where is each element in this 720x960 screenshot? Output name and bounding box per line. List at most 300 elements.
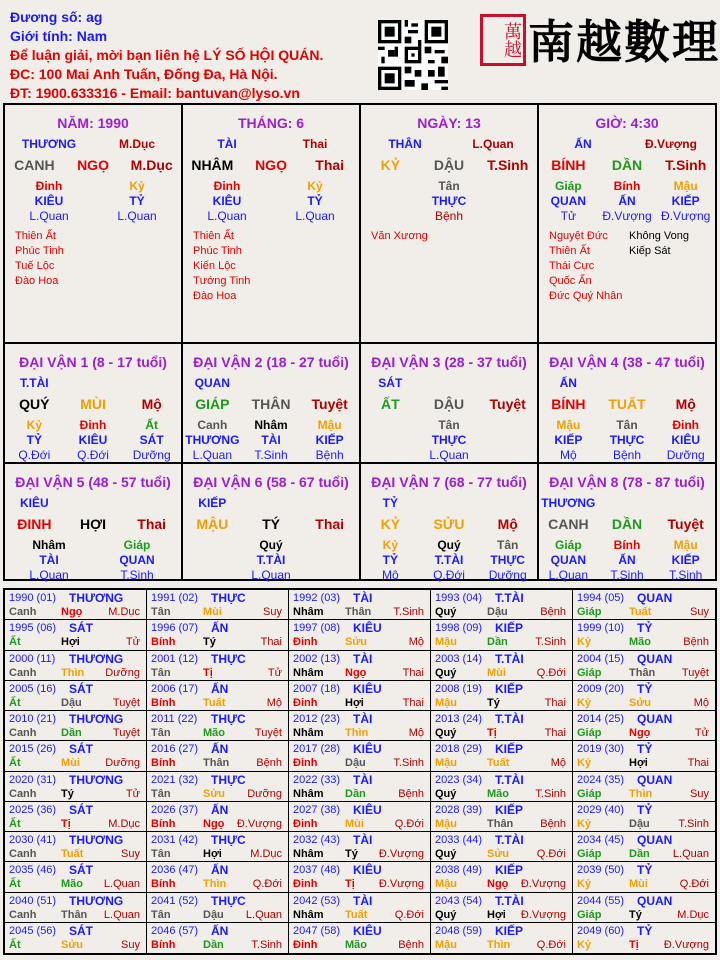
annual-ten-god: TỶ (637, 802, 653, 817)
annual-year: 2002 (13) (293, 652, 341, 665)
luck-life-stage-row-item: L.Quan (429, 448, 469, 462)
annual-life-stage: Mộ (408, 727, 424, 739)
annual-year: 2046 (57) (151, 924, 199, 937)
annual-stem: Bính (151, 696, 176, 709)
annual-cell (573, 802, 715, 832)
annual-life-stage: Tử (125, 636, 140, 649)
annual-branch: Tuất (487, 757, 510, 770)
pillar-life-stage-row-item: Tử (560, 209, 577, 223)
luck-hidden-stems-row (539, 538, 715, 552)
annual-branch: Tý (345, 848, 358, 860)
annual-year: 2004 (15) (577, 652, 625, 665)
annual-ten-god: KIẾP (495, 742, 524, 757)
annual-stem: Nhâm (293, 727, 324, 739)
luck-hidden-gods-row (539, 433, 715, 447)
annual-stem: Ất (9, 757, 21, 770)
annual-cell (573, 832, 715, 862)
annual-life-stage: Suy (690, 787, 709, 800)
annual-life-stage: Bệnh (256, 757, 282, 770)
annual-ten-god: SÁT (69, 923, 93, 938)
annual-ten-god: TỶ (637, 681, 653, 696)
pillar-life-stage-row (5, 209, 181, 223)
header-line-gender: Giới tính: Nam (10, 28, 108, 44)
annual-year: 1990 (01) (9, 592, 57, 604)
luck-life-stage-row-item: T.Sinh (254, 448, 288, 462)
pillar-stem-branch-row-item: DẬU (433, 157, 465, 173)
annual-ten-god: QUAN (637, 591, 673, 605)
annual-year: 1992 (03) (293, 592, 341, 604)
annual-year: 2038 (49) (435, 864, 483, 877)
luck-life-stage-row-item: Q.Đới (77, 448, 109, 462)
annual-life-stage: Dưỡng (105, 757, 140, 770)
annual-stem: Canh (9, 848, 37, 860)
annual-life-stage: Tử (694, 727, 709, 739)
annual-life-stage: T.Sinh (535, 787, 566, 800)
luck-stem-branch-row-item: GIÁP (195, 396, 230, 412)
annual-year: 2013 (24) (435, 713, 483, 725)
annual-life-stage: Mộ (693, 696, 709, 709)
annual-stem: Canh (9, 727, 37, 739)
annual-branch: Ngọ (629, 727, 651, 739)
annual-branch: Dần (629, 848, 650, 860)
pillar-ten-god-row-item: M.Dục (119, 137, 155, 151)
annual-branch: Thìn (203, 878, 227, 891)
annual-life-stage: Bệnh (398, 938, 424, 951)
annual-year: 2039 (50) (577, 864, 625, 877)
pillar-hidden-stems-row (539, 179, 715, 193)
annual-branch: Mùi (61, 757, 80, 770)
luck-hidden-gods-row-item: THƯƠNG (185, 433, 240, 447)
luck-stem-branch-row-item: DẬU (433, 396, 465, 412)
red-seal-stamp: 萬越 (480, 14, 526, 66)
annual-cell (147, 862, 289, 892)
annual-cell (147, 711, 289, 741)
annual-cell (573, 923, 715, 953)
luck-hidden-stems-row (539, 418, 715, 432)
annual-ten-god: THƯƠNG (69, 893, 124, 908)
pillar-stem-branch-row-item: NHÂM (191, 157, 234, 173)
luck-period-title: ĐẠI VẬN 2 (18 - 27 tuổi) (193, 354, 349, 370)
annual-cell (5, 651, 147, 681)
pillar-ten-god-row (361, 137, 537, 151)
annual-life-stage: Thai (402, 696, 424, 709)
annual-year: 2014 (25) (577, 713, 625, 725)
annual-branch: Tý (629, 908, 642, 921)
annual-ten-god: SÁT (69, 742, 93, 757)
annual-stem: Quý (435, 848, 457, 860)
annual-cell (289, 862, 431, 892)
star-name: Nguyệt Đức (549, 230, 608, 242)
pillar-ten-god-row (5, 137, 181, 151)
luck-hidden-stems-row-item: Kỷ (382, 538, 398, 552)
luck-stem-branch-row-item: MẬU (196, 516, 229, 532)
annual-year: 2006 (17) (151, 682, 199, 695)
annual-branch: Tý (61, 787, 74, 800)
pillar-hidden-gods-row-item: TỶ (307, 194, 323, 208)
annual-branch: Dậu (629, 817, 650, 830)
luck-stem-branch-row (5, 516, 181, 532)
annual-ten-god: THỰC (211, 651, 246, 666)
luck-stem-branch-row-item: Tuyệt (489, 396, 526, 412)
annual-stem: Giáp (577, 848, 602, 860)
annual-year: 2029 (40) (577, 803, 625, 816)
pillar-hidden-stems-row-item: Tân (438, 179, 460, 193)
annual-branch: Thân (629, 666, 656, 679)
annual-ten-god: KIẾP (495, 802, 524, 817)
luck-hidden-stems-row-item: Mậu (317, 418, 342, 432)
annual-year: 2020 (31) (9, 773, 57, 786)
luck-hidden-gods-row-item: TÀI (39, 553, 59, 567)
annual-ten-god: KIẾP (495, 863, 524, 878)
star-name: Thiên Ất (193, 230, 234, 242)
luck-stem-branch-row-item: Thai (137, 516, 167, 532)
luck-hidden-stems-row-item: Ất (145, 418, 159, 432)
star-name: Tuế Lộc (15, 260, 55, 272)
luck-hidden-stems-row-item: Đinh (672, 418, 700, 432)
annual-ten-god: KIẾP (495, 681, 524, 696)
annual-life-stage: Suy (690, 606, 709, 618)
pillar-cell (183, 105, 361, 344)
luck-period-cell (361, 464, 539, 582)
star-name: Quốc Ấn (549, 275, 592, 287)
pillar-stem-branch-row (361, 157, 537, 173)
luck-hidden-stems-row-item: Tân (497, 538, 519, 552)
annual-ten-god: THỰC (211, 772, 246, 787)
pillar-life-stage-row (361, 209, 537, 223)
luck-hidden-stems-row-item: Mậu (673, 538, 698, 552)
pillar-hidden-gods-row-item: QUAN (550, 194, 586, 208)
annual-stem: Canh (9, 908, 37, 921)
annual-year: 2011 (22) (151, 713, 198, 725)
luck-ten-god-row (183, 376, 359, 390)
annual-stem: Mậu (435, 757, 457, 770)
annual-branch: Mùi (629, 878, 648, 891)
luck-hidden-gods-row (5, 553, 181, 567)
brand-logo (478, 10, 720, 74)
bazi-grid (3, 103, 717, 581)
pillar-hidden-stems-row (5, 179, 181, 193)
annual-branch: Dậu (61, 696, 82, 709)
annual-cell (147, 620, 289, 650)
pillar-stem-branch-row-item: T.Sinh (487, 157, 529, 173)
annual-cell (431, 772, 573, 802)
pillar-life-stage-row-item: L.Quan (29, 209, 69, 223)
pillar-hidden-gods-row (361, 194, 537, 208)
annual-ten-god: THƯƠNG (69, 712, 124, 726)
pillar-hidden-gods-row-item: TỶ (129, 194, 145, 208)
annual-stem: Bính (151, 878, 176, 891)
annual-branch: Hợi (61, 636, 80, 649)
annual-life-stage: Tuyệt (681, 666, 709, 679)
star-name: Thiên Ất (15, 230, 56, 242)
luck-life-stage-row-item: T.Sinh (120, 568, 154, 582)
annual-branch: Tý (487, 696, 500, 709)
pillar-ten-god-row-item: THƯƠNG (21, 137, 77, 151)
luck-hidden-gods-row-item: TỶ (382, 553, 398, 567)
luck-stem-branch-row-item: TUẤT (608, 396, 646, 412)
pillar-life-stage-row-item: Đ.Vượng (602, 209, 652, 223)
annual-year: 1996 (07) (151, 622, 199, 635)
annual-cell (289, 620, 431, 650)
annual-year: 1991 (02) (151, 592, 199, 604)
pillar-ten-god-row-item: L.Quan (472, 137, 514, 151)
annual-year: 1995 (06) (9, 622, 57, 635)
annual-stem: Quý (435, 606, 457, 618)
annual-year: 2023 (34) (435, 773, 483, 786)
annual-branch: Dần (487, 636, 508, 649)
annual-life-stage: Bệnh (398, 787, 424, 800)
annual-cell (289, 741, 431, 771)
annual-cell (573, 741, 715, 771)
annual-branch: Hợi (203, 848, 222, 860)
annual-branch: Thân (345, 606, 372, 618)
annual-ten-god: QUAN (637, 833, 673, 847)
annual-ten-god: TỶ (637, 742, 653, 757)
annual-cell (147, 651, 289, 681)
luck-period-title: ĐẠI VẬN 1 (8 - 17 tuổi) (19, 354, 167, 370)
annual-branch: Ngọ (203, 817, 225, 830)
annual-year: 2015 (26) (9, 743, 57, 756)
luck-hidden-stems-row (361, 418, 537, 432)
annual-ten-god: KIẾP (495, 923, 524, 938)
annual-cell (289, 832, 431, 862)
luck-stem-branch-row (183, 516, 359, 532)
luck-hidden-gods-row (183, 553, 359, 567)
annual-cell (431, 862, 573, 892)
annual-life-stage: L.Quan (672, 848, 709, 860)
annual-life-stage: Mộ (266, 696, 282, 709)
luck-stem-branch-row (5, 396, 181, 412)
pillar-stem-branch-row (539, 157, 715, 173)
annual-stem: Ất (9, 878, 21, 891)
annual-stem: Nhâm (293, 908, 324, 921)
annual-life-stage: Đ.Vượng (236, 817, 282, 830)
annual-ten-god: SÁT (69, 621, 93, 636)
luck-ten-god: ẤN (559, 376, 577, 390)
annual-cell (431, 681, 573, 711)
annual-branch: Tuất (629, 606, 652, 618)
annual-cell (573, 772, 715, 802)
annual-cell (5, 620, 147, 650)
annual-life-stage: Đ.Vượng (378, 848, 424, 860)
annual-stem: Canh (9, 666, 37, 679)
annual-branch: Sửu (203, 787, 226, 800)
annual-stem: Mậu (435, 817, 457, 830)
annual-year: 2040 (51) (9, 894, 57, 907)
pillar-stem-branch-row-item: KỶ (380, 157, 401, 173)
annual-life-stage: T.Sinh (535, 636, 566, 649)
annual-cell (431, 620, 573, 650)
luck-hidden-gods-row-item: KIẾP (671, 553, 700, 567)
annual-cell (147, 741, 289, 771)
pillar-stars (549, 229, 622, 304)
luck-hidden-gods-row (5, 433, 181, 447)
annual-life-stage: Q.Đới (252, 878, 282, 891)
luck-hidden-gods-row (361, 433, 537, 447)
annual-branch: Tuất (61, 848, 84, 860)
annual-ten-god: KIÊU (353, 681, 382, 696)
pillar-title: GIỜ: 4:30 (595, 115, 659, 131)
star-name: Đào Hoa (193, 290, 237, 302)
annual-stem: Kỷ (577, 817, 592, 830)
annual-branch: Tị (203, 666, 213, 679)
annual-year: 2049 (60) (577, 924, 625, 937)
annual-stem: Đinh (293, 938, 318, 951)
annual-year: 2047 (58) (293, 924, 341, 937)
luck-life-stage-row (539, 568, 715, 582)
annual-stem: Đinh (293, 636, 318, 649)
annual-life-stage: Bệnh (540, 606, 566, 618)
luck-ten-god-row (539, 496, 715, 510)
luck-hidden-stems-row (183, 538, 359, 552)
pillar-hidden-gods-row-item: ẤN (618, 194, 636, 208)
annual-stem: Tân (151, 666, 171, 679)
annual-cell (289, 802, 431, 832)
annual-life-stage: Thai (260, 636, 282, 649)
annual-stem: Kỷ (577, 757, 592, 770)
annual-year: 2027 (38) (293, 803, 341, 816)
luck-life-stage-row (539, 448, 715, 462)
annual-stem: Quý (435, 908, 457, 921)
annual-stem: Ất (9, 636, 21, 649)
qr-code-icon (378, 20, 448, 90)
header-line-contact: Để luận giải, mời bạn liên hệ LÝ SỐ HỘI QUÁN. (10, 47, 324, 63)
luck-ten-god: THƯƠNG (541, 496, 596, 510)
annual-year: 2008 (19) (435, 682, 483, 695)
annual-year: 2042 (53) (293, 894, 341, 907)
pillar-hidden-gods-row-item: KIÊU (34, 194, 64, 208)
annual-cell (147, 832, 289, 862)
annual-branch: Sửu (629, 696, 652, 709)
annual-ten-god: T.TÀI (495, 712, 524, 726)
annual-stem: Mậu (435, 636, 457, 649)
pillar-hidden-stems-row-item: Kỷ (129, 179, 145, 193)
luck-hidden-stems-row-item: Mậu (556, 418, 581, 432)
annual-branch: Dần (345, 787, 366, 800)
annual-cell (573, 711, 715, 741)
annual-branch: Thìn (345, 727, 369, 739)
annual-life-stage: T.Sinh (393, 757, 424, 770)
luck-hidden-gods-row-item: THỰC (431, 433, 467, 447)
annual-ten-god: THỰC (211, 893, 246, 908)
annual-cell (431, 802, 573, 832)
luck-ten-god: SÁT (378, 376, 403, 390)
luck-life-stage-row-item: L.Quan (548, 568, 589, 582)
luck-stem-branch-row (539, 396, 715, 412)
annual-branch: Mão (629, 636, 651, 649)
pillar-hidden-stems-row-item: Kỷ (307, 179, 323, 193)
luck-period-title: ĐẠI VẬN 4 (38 - 47 tuổi) (549, 354, 705, 370)
pillar-ten-god-row-item: Thai (302, 137, 328, 151)
annual-branch: Tị (487, 727, 497, 739)
annual-year: 2021 (32) (151, 773, 199, 786)
luck-stem-branch-row (539, 516, 715, 532)
annual-cell (431, 590, 573, 620)
annual-stem: Nhâm (293, 787, 324, 800)
annual-stem: Kỷ (577, 938, 592, 951)
annual-luck-table (3, 588, 717, 955)
annual-branch: Mão (345, 938, 367, 951)
annual-branch: Thìn (629, 787, 653, 800)
luck-period-cell (183, 344, 361, 464)
annual-branch: Tý (203, 636, 216, 649)
pillar-cell (361, 105, 539, 344)
annual-life-stage: Dưỡng (105, 666, 140, 679)
luck-life-stage-row-item: Mộ (560, 448, 577, 462)
header-line-name: Đương số: ag (10, 9, 103, 25)
annual-ten-god: ẤN (211, 742, 229, 757)
annual-ten-god: ẤN (211, 802, 229, 817)
annual-branch: Ngọ (345, 666, 367, 679)
annual-cell (5, 772, 147, 802)
annual-life-stage: Suy (263, 606, 282, 618)
luck-hidden-stems-row-item: Canh (197, 418, 228, 432)
pillar-hidden-stems-row-item: Đinh (35, 179, 63, 193)
annual-ten-god: KIÊU (353, 923, 382, 938)
annual-branch: Sửu (345, 636, 368, 649)
annual-branch: Mùi (487, 666, 506, 679)
luck-life-stage-row-item: Dưỡng (666, 448, 705, 462)
annual-ten-god: THƯƠNG (69, 651, 124, 666)
star-name: Thái Cực (549, 260, 595, 272)
annual-life-stage: Bệnh (540, 817, 566, 830)
annual-ten-god: ẤN (211, 863, 229, 878)
annual-stem: Giáp (577, 908, 602, 921)
annual-cell (431, 832, 573, 862)
annual-ten-god: QUAN (637, 651, 673, 666)
luck-hidden-stems-row-item: Tân (438, 418, 460, 432)
luck-hidden-stems-row (361, 538, 537, 552)
annual-life-stage: Thai (544, 727, 566, 739)
luck-ten-god: KIẾP (198, 496, 227, 510)
annual-year: 1999 (10) (577, 622, 625, 635)
pillar-stars (193, 229, 250, 304)
luck-hidden-gods-row-item: KIÊU (78, 433, 108, 447)
star-name: Phúc Tinh (193, 245, 242, 257)
annual-life-stage: Q.Đới (394, 908, 424, 921)
pillar-stars (371, 229, 428, 244)
pillar-title: NGÀY: 13 (417, 115, 481, 131)
header-line-phone: ĐT: 1900.633316 - Email: bantuvan@lyso.vn (10, 85, 300, 101)
annual-cell (5, 802, 147, 832)
annual-branch: Mão (487, 787, 509, 800)
annual-life-stage: Q.Đới (536, 848, 566, 860)
annual-cell (5, 893, 147, 923)
annual-life-stage: M.Dục (108, 606, 140, 618)
luck-life-stage-row-item: Bệnh (315, 448, 344, 462)
pillar-title: THÁNG: 6 (237, 115, 305, 131)
annual-life-stage: Bệnh (683, 636, 709, 649)
annual-life-stage: Đ.Vượng (520, 908, 566, 921)
annual-year: 2009 (20) (577, 682, 625, 695)
annual-ten-god: THỰC (211, 833, 246, 847)
annual-stem: Quý (435, 666, 457, 679)
luck-period-cell (539, 344, 715, 464)
luck-life-stage-row-item: Dưỡng (132, 448, 171, 462)
luck-hidden-stems-row-item: Kỷ (26, 418, 42, 432)
annual-ten-god: TỶ (637, 621, 653, 636)
annual-year: 2019 (30) (577, 743, 625, 756)
luck-period-title: ĐẠI VẬN 7 (68 - 77 tuổi) (371, 474, 527, 490)
annual-year: 2048 (59) (435, 924, 483, 937)
annual-cell (289, 772, 431, 802)
annual-stem: Giáp (577, 606, 602, 618)
annual-ten-god: THỰC (211, 712, 246, 726)
luck-hidden-gods-row (183, 433, 359, 447)
luck-life-stage-row-item: Dưỡng (488, 568, 527, 582)
annual-branch: Thân (61, 908, 88, 921)
pillar-life-stage-row-item: L.Quan (117, 209, 157, 223)
